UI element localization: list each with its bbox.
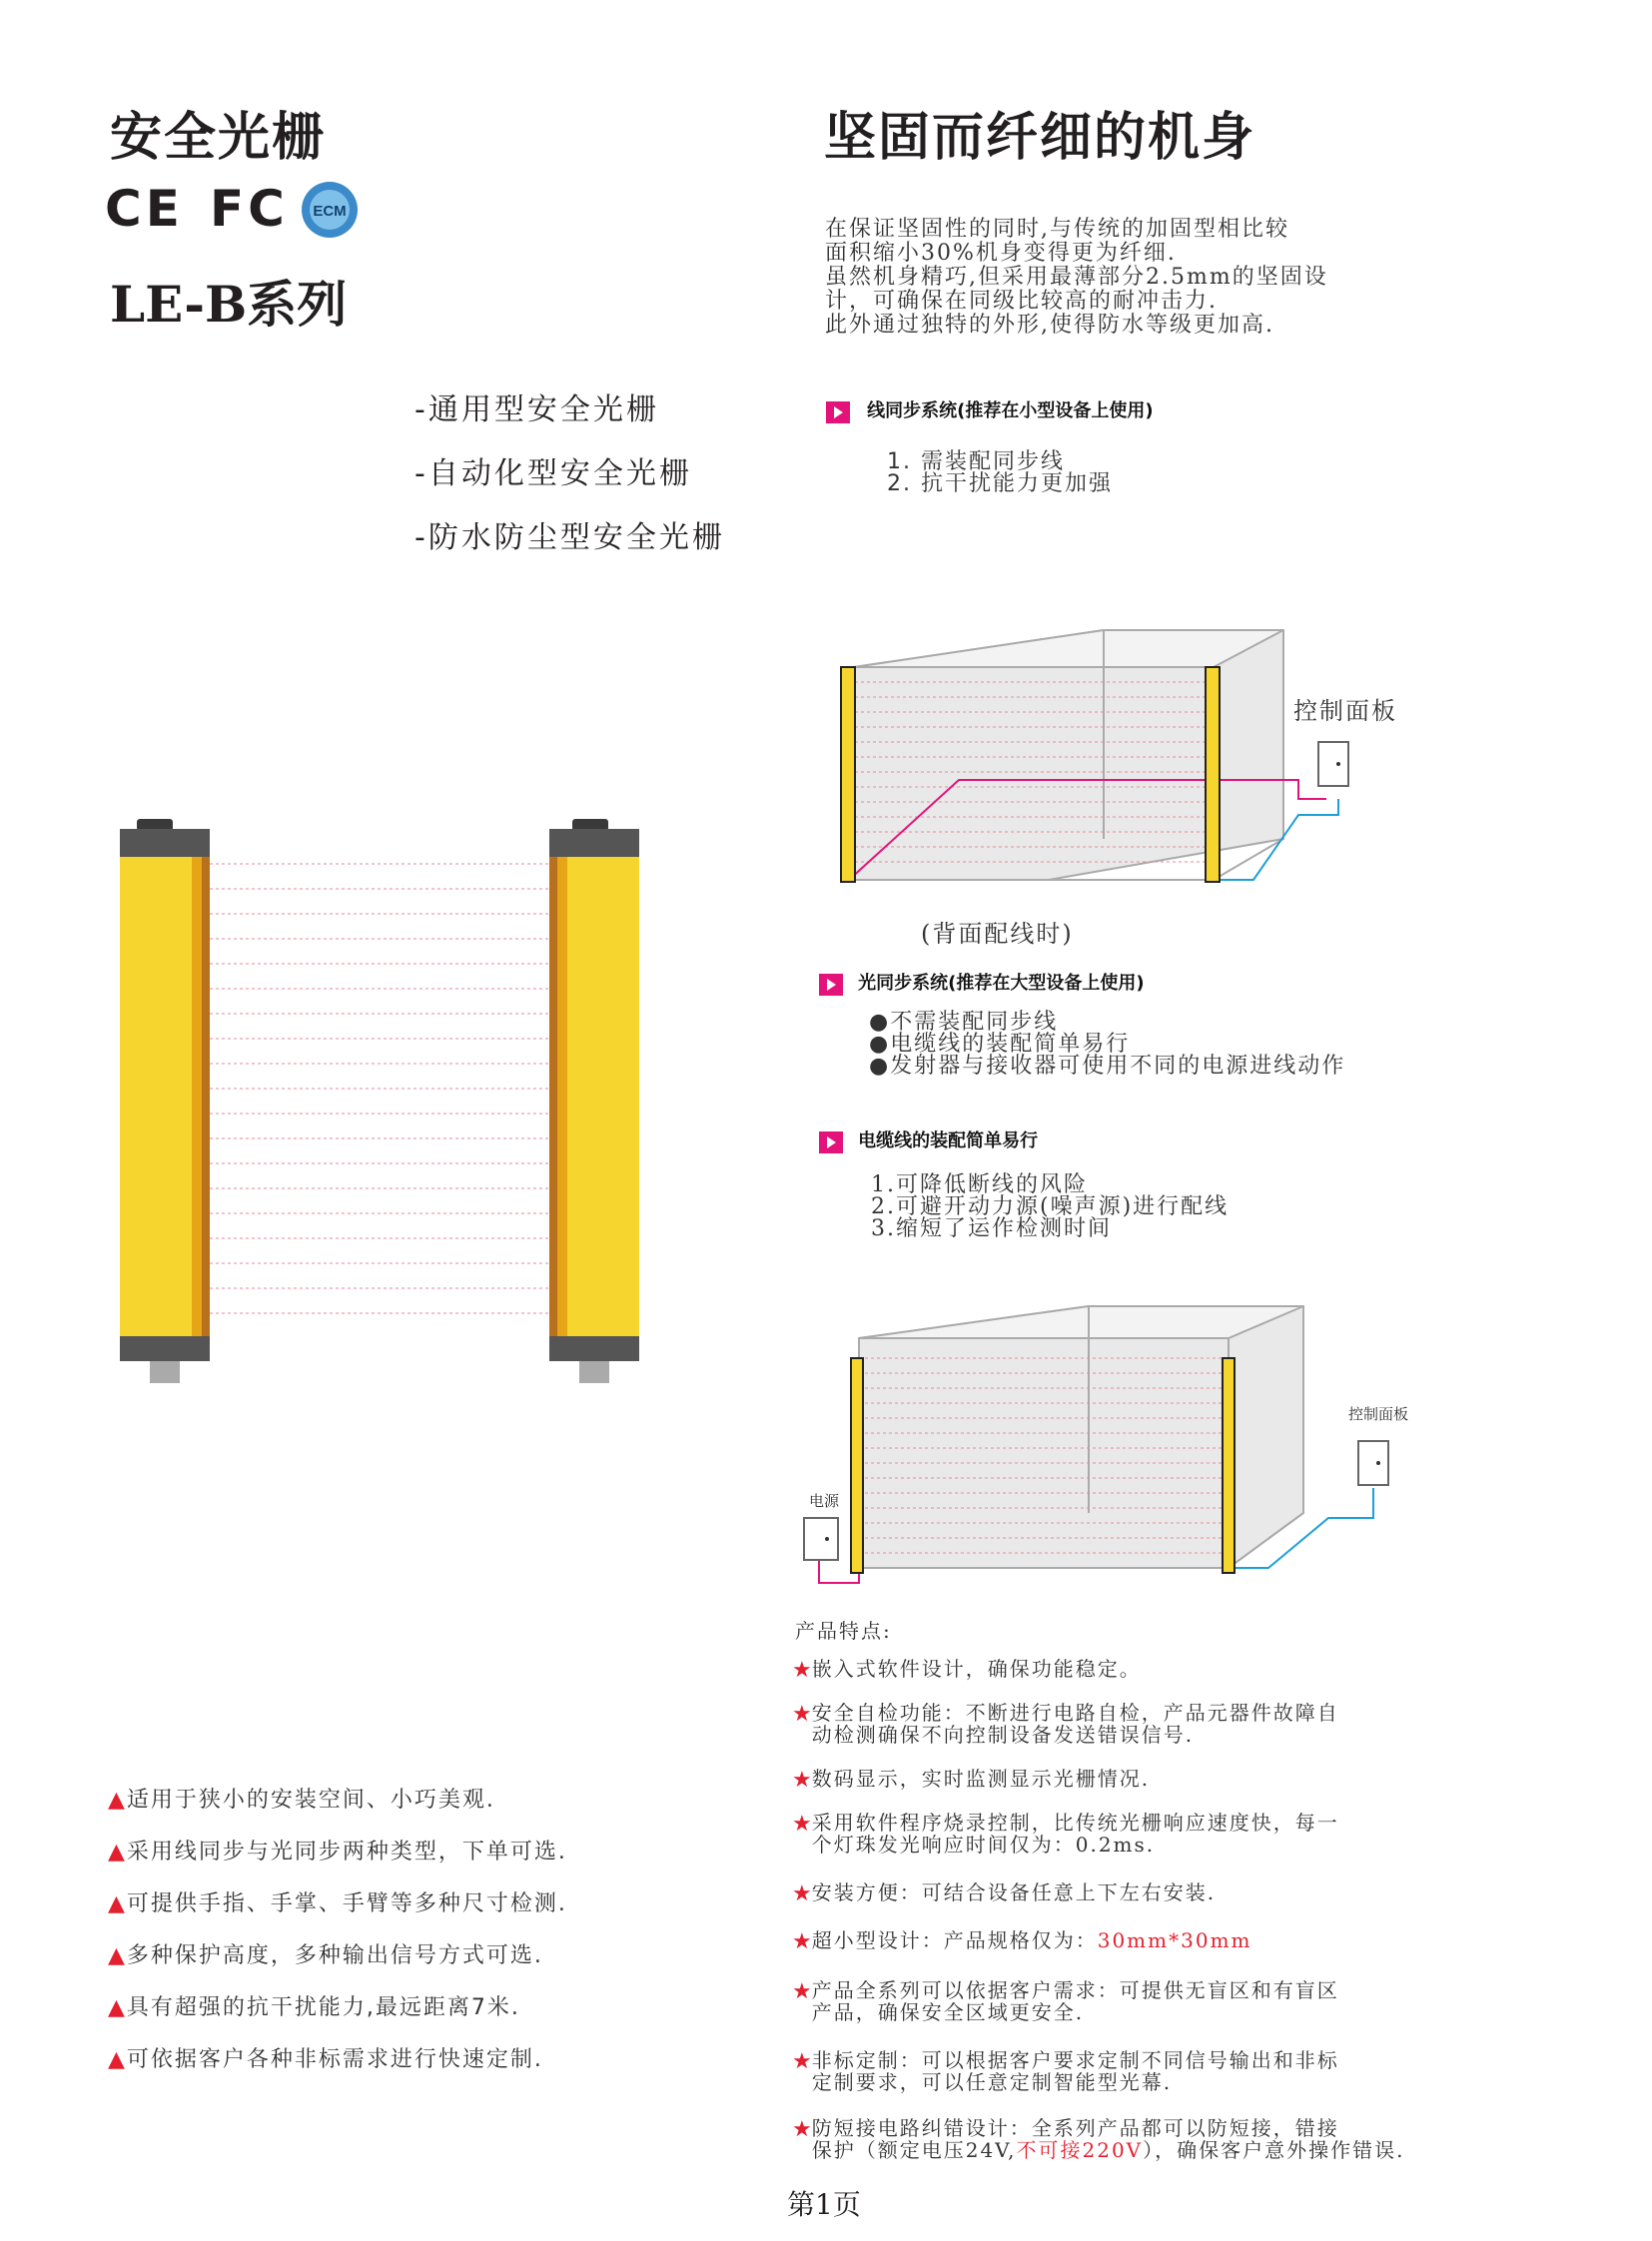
- star-icon: ★: [792, 1658, 812, 1683]
- list-item: 2. 抗干扰能力更加强: [887, 471, 1113, 496]
- star-icon: ★: [792, 1812, 812, 1837]
- feature-item: ★ 数码显示，实时监测显示光栅情况.: [792, 1768, 1431, 1812]
- variant-item: -防水防尘型安全光栅: [414, 520, 725, 555]
- list-item: ▲可提供手指、手掌、手臂等多种尺寸检测.: [108, 1891, 567, 1916]
- variant-list: [414, 384, 725, 576]
- list-item: 2.可避开动力源(噪声源)进行配线: [871, 1194, 1230, 1219]
- triangle-icon: ▲: [108, 1995, 127, 2020]
- feature-item: ★ 嵌入式软件设计，确保功能稳定。: [792, 1658, 1431, 1702]
- voltage-warning: 不可接220V: [1016, 2138, 1144, 2162]
- section-optical-sync: [819, 969, 1145, 996]
- page-title-right: 坚固而纤细的机身: [824, 108, 1256, 168]
- features-list: [792, 1658, 1431, 2183]
- ecm-badge-icon: [300, 180, 360, 240]
- section-title: 线同步系统(推荐在小型设备上使用): [867, 400, 1154, 421]
- list-item: ▲适用于狭小的安装空间、小巧美观.: [108, 1788, 495, 1813]
- ce-mark: CE: [105, 180, 184, 238]
- triangle-icon: ▲: [108, 1943, 127, 1968]
- page-title-left: 安全光栅: [110, 108, 327, 168]
- feature-item: ★ 超小型设计：产品规格仅为：30mm*30mm: [792, 1929, 1431, 1979]
- star-icon: ★: [792, 1702, 812, 1727]
- list-item: 1.可降低断线的风险: [871, 1172, 1088, 1197]
- feature-item: ★ 产品全系列可以依据客户需求：可提供无盲区和有盲区 产品，确保安全区域更安全.: [792, 1979, 1431, 2049]
- fcc-mark: FC: [210, 180, 289, 238]
- intro-paragraph: 在保证坚固性的同时,与传统的加固型相比较 面积缩小30%机身变得更为纤细. 虽然机身精巧,但采用最薄部分2.5mm的坚固设 计，可确保在同级比较高的耐冲击力. 此外通过独特的外形,使得防水等级更加高.: [825, 217, 1328, 338]
- triangle-icon: ▲: [108, 1788, 127, 1813]
- size-spec: 30mm*30mm: [1097, 1928, 1252, 1952]
- feature-item: ★ 防短接电路纠错设计：全系列产品都可以防短接，错接 保护（额定电压24V,不可接220V），确保客户意外操作错误.: [792, 2117, 1431, 2183]
- section-title: 电缆线的装配简单易行: [858, 1130, 1039, 1151]
- control-panel-label: 控制面板: [1293, 697, 1397, 725]
- list-item: ▲采用线同步与光同步两种类型，下单可选.: [108, 1840, 567, 1865]
- list-item: ●不需装配同步线: [869, 1010, 1059, 1035]
- ecm-label: ECM: [313, 203, 347, 220]
- triangle-icon: ▲: [108, 2047, 127, 2072]
- play-marker-icon: [819, 974, 843, 996]
- star-icon: ★: [792, 1881, 812, 1906]
- left-advantages-list: [108, 1783, 667, 2094]
- cert-logos: [105, 180, 375, 240]
- play-marker-icon: [819, 1131, 843, 1153]
- list-item: 1. 需装配同步线: [887, 449, 1065, 474]
- section-cable-assembly-list: [871, 1174, 1229, 1240]
- section-cable-assembly: [819, 1126, 1038, 1153]
- triangle-icon: ▲: [108, 1891, 127, 1916]
- feature-item: ★ 非标定制：可以根据客户要求定制不同信号输出和非标 定制要求，可以任意定制智能型光幕.: [792, 2049, 1431, 2117]
- star-icon: ★: [792, 1929, 812, 1954]
- star-icon: ★: [792, 2049, 812, 2074]
- list-item: ▲具有超强的抗干扰能力,最远距离7米.: [108, 1995, 520, 2020]
- line-sync-wiring-diagram: [819, 627, 1378, 897]
- play-marker-icon: [826, 401, 850, 423]
- feature-item: ★ 安装方便：可结合设备任意上下左右安装.: [792, 1881, 1431, 1929]
- list-item: ●电缆线的装配简单易行: [869, 1032, 1131, 1057]
- list-item: ▲多种保护高度，多种输出信号方式可选.: [108, 1943, 543, 1968]
- page-number: 第1页: [787, 2188, 861, 2221]
- feature-item: ★ 安全自检功能：不断进行电路自检，产品元器件故障自 动检测确保不向控制设备发送错误信号.: [792, 1702, 1431, 1768]
- star-icon: ★: [792, 1768, 812, 1793]
- list-item: ▲可依据客户各种非标需求进行快速定制.: [108, 2047, 543, 2072]
- list-item: ●发射器与接收器可使用不同的电源进线动作: [869, 1054, 1346, 1079]
- feature-item: ★ 采用软件程序烧录控制，比传统光栅响应速度快，每一 个灯珠发光响应时间仅为：0.2ms.: [792, 1812, 1431, 1881]
- section-title: 光同步系统(推荐在大型设备上使用): [858, 973, 1145, 994]
- triangle-icon: ▲: [108, 1840, 127, 1865]
- section-line-sync-list: [887, 451, 1113, 495]
- features-title: 产品特点:: [795, 1619, 892, 1643]
- diagram-caption: (背面配线时): [921, 920, 1074, 948]
- star-icon: ★: [792, 2117, 812, 2142]
- series-name: LE-B系列: [110, 275, 348, 334]
- light-curtain-product-image: [110, 819, 649, 1388]
- variant-item: -通用型安全光栅: [414, 392, 659, 427]
- star-icon: ★: [792, 1979, 812, 2004]
- optical-sync-wiring-diagram: [799, 1303, 1418, 1603]
- control-panel-label: 控制面板: [1348, 1405, 1409, 1423]
- variant-item: -自动化型安全光栅: [414, 456, 692, 491]
- power-supply-label: 电源: [809, 1492, 840, 1510]
- section-optical-sync-list: [869, 1012, 1345, 1078]
- section-line-sync: [826, 396, 1154, 423]
- list-item: 3.缩短了运作检测时间: [871, 1216, 1112, 1241]
